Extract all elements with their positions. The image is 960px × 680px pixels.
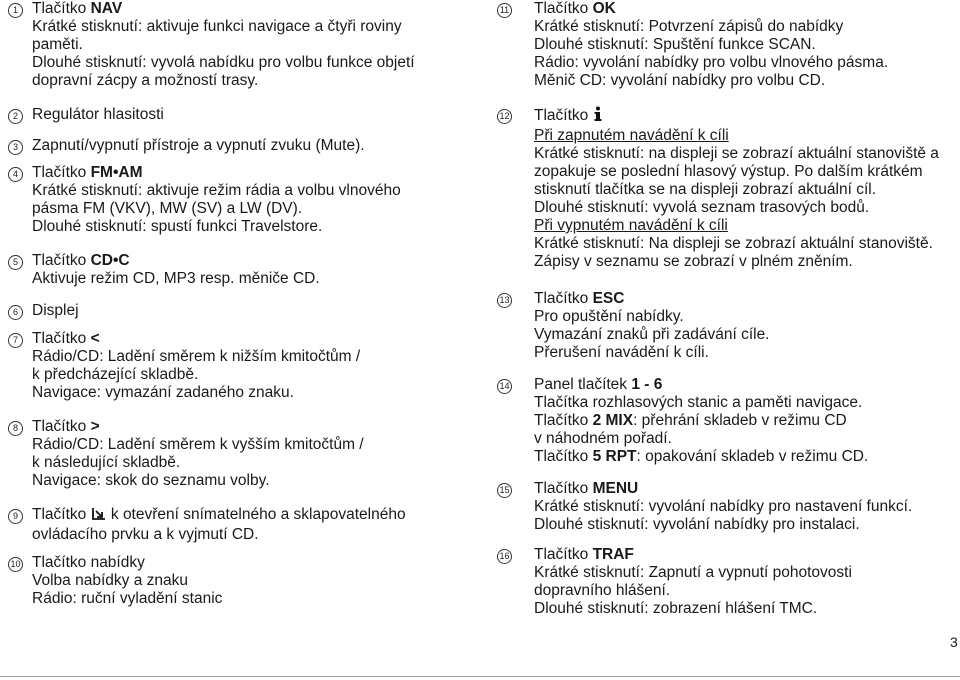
text-line	[32, 554, 222, 572]
text-line	[32, 418, 364, 436]
text-span: Zapnutí/vypnutí přístroje a vypnutí zvuku (Mute).	[32, 137, 365, 154]
text-line	[534, 72, 888, 90]
text-line	[32, 18, 415, 36]
button-name: 2 MIX	[592, 412, 634, 429]
button-name: >	[90, 418, 100, 435]
text-line	[32, 454, 364, 472]
text-line	[32, 472, 364, 490]
item-number-badge: 11	[497, 3, 512, 18]
item-text	[32, 0, 415, 90]
text-span: : opakování skladeb v režimu CD.	[636, 448, 869, 465]
text-span: Navigace: vymazání zadaného znaku.	[32, 384, 294, 401]
text-line	[534, 546, 852, 564]
bottom-rule	[0, 676, 960, 677]
text-span: Rádio: ruční vyladění stanic	[32, 590, 223, 607]
item-text	[32, 554, 222, 608]
item-text	[32, 302, 79, 320]
text-span: Aktivuje režim CD, MP3 resp. měniče CD.	[32, 270, 320, 287]
item-text	[32, 164, 401, 236]
text-line	[534, 163, 939, 181]
text-span: Tlačítko nabídky	[32, 554, 145, 571]
text-line	[32, 164, 401, 182]
text-span: Rádio: vyvolání nabídky pro volbu vlnového pásma.	[534, 54, 889, 71]
text-line	[32, 218, 401, 236]
item-number-badge: 16	[497, 549, 512, 564]
text-line	[534, 235, 939, 253]
text-line	[534, 430, 868, 448]
item-text	[534, 0, 888, 90]
text-line	[32, 137, 365, 155]
text-span: Krátké stisknutí: na displeji se zobrazí aktuální stanoviště a	[534, 145, 939, 162]
text-line	[32, 270, 320, 288]
text-span: Dlouhé stisknutí: vyvolá nabídku pro volbu funkce objetí	[32, 54, 415, 71]
text-span: Zápisy v seznamu se zobrazí v plném zněním.	[534, 253, 853, 270]
item-number-badge: 1	[8, 3, 23, 18]
text-line	[534, 181, 939, 199]
text-line	[32, 0, 415, 18]
text-line	[534, 376, 868, 394]
text-line	[32, 252, 320, 270]
text-span: Panel tlačítek	[534, 376, 632, 393]
text-line	[534, 326, 770, 344]
text-span: Krátké stisknutí: Na displeji se zobrazí aktuální stanoviště.	[534, 235, 933, 252]
text-line	[534, 344, 770, 362]
text-line	[32, 182, 401, 200]
text-span: ovládacího prvku a k vyjmutí CD.	[32, 526, 259, 543]
text-line	[534, 582, 852, 600]
button-name: 5 RPT	[592, 448, 637, 465]
item-number-badge: 7	[8, 333, 23, 348]
text-line	[534, 394, 868, 412]
text-line	[32, 572, 222, 590]
text-line	[32, 366, 360, 384]
item-text	[534, 106, 939, 271]
item-number-badge: 15	[497, 483, 512, 498]
text-line	[534, 480, 912, 498]
text-span: k následující skladbě.	[32, 454, 181, 471]
button-name: CD•C	[90, 252, 130, 269]
text-line	[32, 436, 364, 454]
text-span: Dlouhé stisknutí: spustí funkci Travelstore.	[32, 218, 323, 235]
item-number-badge: 9	[8, 509, 23, 524]
button-name: FM•AM	[90, 164, 143, 181]
button-name: TRAF	[592, 546, 634, 563]
item-number-badge: 13	[497, 293, 512, 308]
text-span: Rádio/CD: Ladění směrem k vyšším kmitočtům /	[32, 436, 364, 453]
item-number-badge: 2	[8, 109, 23, 124]
eject-icon	[91, 507, 107, 526]
text-span: Tlačítko	[32, 164, 91, 181]
button-name: ESC	[592, 290, 625, 307]
text-line	[32, 54, 415, 72]
text-line	[534, 127, 939, 145]
text-span: Krátké stisknutí: Zapnutí a vypnutí pohotovosti	[534, 564, 852, 581]
item-number-badge: 12	[497, 109, 512, 124]
underlined-heading: Při zapnutém navádění k cíli	[534, 127, 729, 144]
text-line	[534, 106, 939, 127]
item-text	[32, 252, 320, 288]
text-span: pásma FM (VKV), MW (SV) a LW (DV).	[32, 200, 303, 217]
text-span: Přerušení navádění k cíli.	[534, 344, 709, 361]
text-span: Tlačítka rozhlasových stanic a paměti navigace.	[534, 394, 863, 411]
text-span: Krátké stisknutí: aktivuje režim rádia a volbu vlnového	[32, 182, 401, 199]
text-span: Rádio/CD: Ladění směrem k nižším kmitočtům /	[32, 348, 361, 365]
text-line	[534, 600, 852, 618]
text-line	[32, 330, 360, 348]
text-span: Dlouhé stisknutí: Spuštění funkce SCAN.	[534, 36, 816, 53]
text-line	[534, 217, 939, 235]
text-span: Regulátor hlasitosti	[32, 106, 164, 123]
text-span: Pro opuštění nabídky.	[534, 308, 684, 325]
text-span: Dlouhé stisknutí: zobrazení hlášení TMC.	[534, 600, 818, 617]
text-span: k předcházející skladbě.	[32, 366, 199, 383]
text-line	[32, 506, 406, 526]
button-name: <	[90, 330, 100, 347]
button-name: OK	[592, 0, 616, 17]
text-line	[534, 448, 868, 466]
text-line	[534, 412, 868, 430]
text-span: Volba nabídky a znaku	[32, 572, 188, 589]
text-span: k otevření snímatelného a sklapovatelného	[106, 506, 406, 523]
text-line	[32, 348, 360, 366]
text-span: zopakuje se poslední hlasový výstup. Po dalším krátkém	[534, 163, 923, 180]
item-text	[32, 137, 365, 155]
text-line	[534, 308, 770, 326]
text-span: dopravní zácpy a možností trasy.	[32, 72, 259, 89]
text-line	[32, 526, 406, 544]
item-text	[32, 418, 364, 490]
text-line	[534, 253, 939, 271]
item-text	[32, 506, 406, 544]
text-span: Krátké stisknutí: Potvrzení zápisů do nabídky	[534, 18, 844, 35]
text-line	[534, 145, 939, 163]
text-line	[534, 290, 770, 308]
text-span: v náhodném pořadí.	[534, 430, 672, 447]
text-line	[534, 0, 888, 18]
text-line	[32, 72, 415, 90]
text-line	[534, 564, 852, 582]
item-number-badge: 14	[497, 379, 512, 394]
text-span: Tlačítko	[534, 290, 593, 307]
text-line	[534, 18, 888, 36]
text-line	[32, 36, 415, 54]
text-line	[534, 54, 888, 72]
text-line	[534, 516, 912, 534]
text-span: Dlouhé stisknutí: vyvolá seznam trasových bodů.	[534, 199, 870, 216]
item-number-badge: 10	[8, 557, 23, 572]
item-number-badge: 4	[8, 167, 23, 182]
text-span: Navigace: skok do seznamu volby.	[32, 472, 270, 489]
text-span: dopravního hlášení.	[534, 582, 671, 599]
text-line	[534, 36, 888, 54]
text-span: Tlačítko	[32, 252, 91, 269]
text-span: Tlačítko	[534, 412, 593, 429]
text-span: stisknutí tlačítka se na displeji zobrazí aktuální cíl.	[534, 181, 877, 198]
item-text	[534, 480, 912, 534]
button-name: 1 - 6	[631, 376, 663, 393]
item-text	[534, 546, 852, 618]
text-line	[32, 302, 79, 320]
text-span: Krátké stisknutí: aktivuje funkci navigace a čtyři roviny	[32, 18, 402, 35]
item-text	[534, 376, 868, 466]
item-number-badge: 8	[8, 421, 23, 436]
text-line	[534, 498, 912, 516]
text-span: Tlačítko	[32, 418, 91, 435]
text-span: Tlačítko	[534, 107, 593, 124]
text-span: Tlačítko	[534, 0, 593, 17]
text-span: Tlačítko	[534, 448, 593, 465]
text-span: : přehrání skladeb v režimu CD	[633, 412, 847, 429]
item-number-badge: 6	[8, 305, 23, 320]
page-number: 3	[950, 634, 958, 650]
button-name: MENU	[592, 480, 639, 497]
button-name: NAV	[90, 0, 123, 17]
text-span: Displej	[32, 302, 79, 319]
text-line	[32, 590, 222, 608]
text-span: Vymazání znaků při zadávání cíle.	[534, 326, 770, 343]
text-span: Tlačítko	[32, 0, 91, 17]
text-span: paměti.	[32, 36, 83, 53]
text-span: Dlouhé stisknutí: vyvolání nabídky pro instalaci.	[534, 516, 860, 533]
text-span: Krátké stisknutí: vyvolání nabídky pro nastavení funkcí.	[534, 498, 913, 515]
item-text	[32, 106, 164, 124]
text-span: Měnič CD: vyvolání nabídky pro volbu CD.	[534, 72, 826, 89]
text-line	[534, 199, 939, 217]
item-number-badge: 3	[8, 140, 23, 155]
item-text	[32, 330, 360, 402]
text-line	[32, 106, 164, 124]
text-line	[32, 384, 360, 402]
text-span: Tlačítko	[32, 330, 91, 347]
text-span: Tlačítko	[534, 480, 593, 497]
text-line	[32, 200, 401, 218]
text-span: Tlačítko	[534, 546, 593, 563]
info-icon	[593, 106, 603, 127]
text-span: Tlačítko	[32, 506, 91, 523]
underlined-heading: Při vypnutém navádění k cíli	[534, 217, 728, 234]
item-text	[534, 290, 770, 362]
item-number-badge: 5	[8, 255, 23, 270]
